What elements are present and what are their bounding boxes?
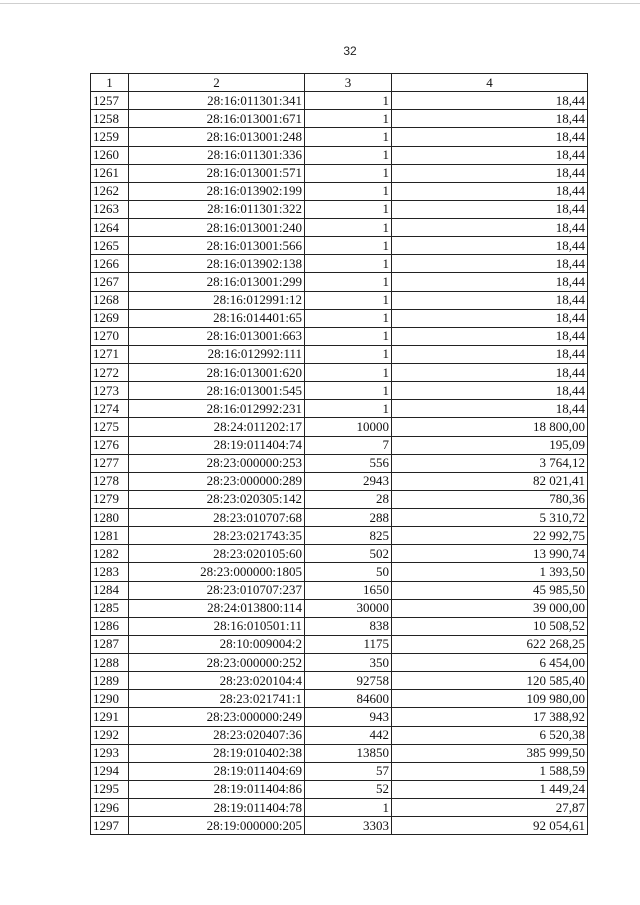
quantity-cell: 3303 (305, 817, 392, 835)
table-row (91, 799, 588, 817)
row-number-cell: 1258 (91, 110, 129, 128)
quantity-cell: 943 (305, 708, 392, 726)
column-header-3: 3 (305, 74, 392, 92)
cadastral-number-cell: 28:16:013001:620 (129, 364, 305, 382)
cadastral-number-cell: 28:10:009004:2 (129, 635, 305, 653)
cadastral-number-cell: 28:23:000000:289 (129, 472, 305, 490)
quantity-cell: 825 (305, 527, 392, 545)
cadastral-number-cell: 28:23:020105:60 (129, 545, 305, 563)
cadastral-number-cell: 28:16:012991:12 (129, 291, 305, 309)
amount-cell: 18,44 (392, 364, 588, 382)
cadastral-number-cell: 28:19:011404:69 (129, 762, 305, 780)
amount-cell: 18,44 (392, 255, 588, 273)
cadastral-number-cell: 28:24:013800:114 (129, 599, 305, 617)
row-number-cell: 1277 (91, 454, 129, 472)
row-number-cell: 1259 (91, 128, 129, 146)
quantity-cell: 1 (305, 164, 392, 182)
cadastral-number-cell: 28:16:013001:663 (129, 327, 305, 345)
amount-cell: 18,44 (392, 400, 588, 418)
table-row (91, 744, 588, 762)
table-row (91, 291, 588, 309)
table-row (91, 472, 588, 490)
amount-cell: 622 268,25 (392, 635, 588, 653)
row-number-cell: 1273 (91, 382, 129, 400)
quantity-cell: 1650 (305, 581, 392, 599)
table-row (91, 400, 588, 418)
quantity-cell: 1175 (305, 635, 392, 653)
quantity-cell: 28 (305, 490, 392, 508)
cadastral-number-cell: 28:23:010707:237 (129, 581, 305, 599)
row-number-cell: 1278 (91, 472, 129, 490)
amount-cell: 92 054,61 (392, 817, 588, 835)
table-row (91, 635, 588, 653)
quantity-cell: 1 (305, 219, 392, 237)
table-row (91, 581, 588, 599)
quantity-cell: 1 (305, 255, 392, 273)
cadastral-number-cell: 28:16:010501:11 (129, 617, 305, 635)
table-row (91, 237, 588, 255)
row-number-cell: 1275 (91, 418, 129, 436)
quantity-cell: 84600 (305, 690, 392, 708)
cadastral-number-cell: 28:16:013001:240 (129, 219, 305, 237)
amount-cell: 18,44 (392, 164, 588, 182)
quantity-cell: 1 (305, 309, 392, 327)
table-row (91, 708, 588, 726)
table-row (91, 128, 588, 146)
table-row (91, 255, 588, 273)
quantity-cell: 50 (305, 563, 392, 581)
quantity-cell: 30000 (305, 599, 392, 617)
amount-cell: 1 393,50 (392, 563, 588, 581)
row-number-cell: 1268 (91, 291, 129, 309)
amount-cell: 109 980,00 (392, 690, 588, 708)
quantity-cell: 1 (305, 382, 392, 400)
row-number-cell: 1271 (91, 345, 129, 363)
quantity-cell: 13850 (305, 744, 392, 762)
row-number-cell: 1283 (91, 563, 129, 581)
table-row (91, 327, 588, 345)
table-row (91, 345, 588, 363)
amount-cell: 27,87 (392, 799, 588, 817)
quantity-cell: 1 (305, 345, 392, 363)
quantity-cell: 1 (305, 364, 392, 382)
amount-cell: 18,44 (392, 92, 588, 110)
quantity-cell: 350 (305, 654, 392, 672)
amount-cell: 22 992,75 (392, 527, 588, 545)
table-row (91, 563, 588, 581)
column-header-2: 2 (129, 74, 305, 92)
cadastral-number-cell: 28:24:011202:17 (129, 418, 305, 436)
cadastral-number-cell: 28:16:012992:111 (129, 345, 305, 363)
table-row (91, 509, 588, 527)
quantity-cell: 1 (305, 128, 392, 146)
quantity-cell: 57 (305, 762, 392, 780)
quantity-cell: 2943 (305, 472, 392, 490)
amount-cell: 120 585,40 (392, 672, 588, 690)
quantity-cell: 1 (305, 92, 392, 110)
cadastral-number-cell: 28:16:013001:299 (129, 273, 305, 291)
table-row (91, 817, 588, 835)
amount-cell: 18,44 (392, 382, 588, 400)
table-row (91, 92, 588, 110)
cadastral-number-cell: 28:23:000000:249 (129, 708, 305, 726)
amount-cell: 18,44 (392, 110, 588, 128)
registry-table (90, 73, 588, 835)
row-number-cell: 1265 (91, 237, 129, 255)
cadastral-number-cell: 28:19:011404:74 (129, 436, 305, 454)
table-row (91, 182, 588, 200)
cadastral-number-cell: 28:16:013001:545 (129, 382, 305, 400)
row-number-cell: 1276 (91, 436, 129, 454)
amount-cell: 18,44 (392, 200, 588, 218)
table-row (91, 545, 588, 563)
cadastral-number-cell: 28:16:013001:571 (129, 164, 305, 182)
amount-cell: 18,44 (392, 219, 588, 237)
amount-cell: 18,44 (392, 309, 588, 327)
amount-cell: 39 000,00 (392, 599, 588, 617)
row-number-cell: 1274 (91, 400, 129, 418)
table-row (91, 219, 588, 237)
table-row (91, 490, 588, 508)
row-number-cell: 1295 (91, 780, 129, 798)
row-number-cell: 1262 (91, 182, 129, 200)
table-row (91, 780, 588, 798)
table-row (91, 690, 588, 708)
row-number-cell: 1260 (91, 146, 129, 164)
row-number-cell: 1267 (91, 273, 129, 291)
row-number-cell: 1281 (91, 527, 129, 545)
cadastral-number-cell: 28:16:011301:336 (129, 146, 305, 164)
table-row (91, 599, 588, 617)
cadastral-number-cell: 28:23:000000:253 (129, 454, 305, 472)
amount-cell: 5 310,72 (392, 509, 588, 527)
quantity-cell: 1 (305, 146, 392, 164)
row-number-cell: 1272 (91, 364, 129, 382)
amount-cell: 18,44 (392, 327, 588, 345)
amount-cell: 18,44 (392, 291, 588, 309)
cadastral-number-cell: 28:23:000000:252 (129, 654, 305, 672)
row-number-cell: 1289 (91, 672, 129, 690)
table-row (91, 164, 588, 182)
cadastral-number-cell: 28:23:020305:142 (129, 490, 305, 508)
amount-cell: 18,44 (392, 273, 588, 291)
amount-cell: 18,44 (392, 128, 588, 146)
amount-cell: 13 990,74 (392, 545, 588, 563)
cadastral-number-cell: 28:16:014401:65 (129, 309, 305, 327)
table-row (91, 200, 588, 218)
table-row (91, 726, 588, 744)
table-row (91, 418, 588, 436)
cadastral-number-cell: 28:19:011404:78 (129, 799, 305, 817)
row-number-cell: 1282 (91, 545, 129, 563)
table-body (91, 92, 588, 835)
table-row (91, 364, 588, 382)
cadastral-number-cell: 28:16:013902:199 (129, 182, 305, 200)
cadastral-number-cell: 28:23:020104:4 (129, 672, 305, 690)
amount-cell: 18,44 (392, 182, 588, 200)
row-number-cell: 1261 (91, 164, 129, 182)
row-number-cell: 1287 (91, 635, 129, 653)
row-number-cell: 1280 (91, 509, 129, 527)
quantity-cell: 1 (305, 291, 392, 309)
cadastral-number-cell: 28:16:013001:671 (129, 110, 305, 128)
row-number-cell: 1286 (91, 617, 129, 635)
row-number-cell: 1263 (91, 200, 129, 218)
table-row (91, 617, 588, 635)
row-number-cell: 1290 (91, 690, 129, 708)
cadastral-number-cell: 28:16:013001:248 (129, 128, 305, 146)
cadastral-number-cell: 28:19:011404:86 (129, 780, 305, 798)
row-number-cell: 1264 (91, 219, 129, 237)
cadastral-number-cell: 28:23:021743:35 (129, 527, 305, 545)
amount-cell: 780,36 (392, 490, 588, 508)
cadastral-number-cell: 28:16:013001:566 (129, 237, 305, 255)
row-number-cell: 1294 (91, 762, 129, 780)
table-row (91, 672, 588, 690)
quantity-cell: 502 (305, 545, 392, 563)
cadastral-number-cell: 28:23:000000:1805 (129, 563, 305, 581)
amount-cell: 18,44 (392, 345, 588, 363)
table-header-row (91, 74, 588, 92)
cadastral-number-cell: 28:23:010707:68 (129, 509, 305, 527)
quantity-cell: 1 (305, 200, 392, 218)
row-number-cell: 1292 (91, 726, 129, 744)
amount-cell: 6 454,00 (392, 654, 588, 672)
table-row (91, 454, 588, 472)
row-number-cell: 1285 (91, 599, 129, 617)
quantity-cell: 1 (305, 237, 392, 255)
quantity-cell: 288 (305, 509, 392, 527)
table-row (91, 436, 588, 454)
quantity-cell: 1 (305, 799, 392, 817)
amount-cell: 10 508,52 (392, 617, 588, 635)
table-row (91, 309, 588, 327)
row-number-cell: 1270 (91, 327, 129, 345)
amount-cell: 17 388,92 (392, 708, 588, 726)
amount-cell: 18,44 (392, 237, 588, 255)
cadastral-number-cell: 28:16:011301:341 (129, 92, 305, 110)
amount-cell: 6 520,38 (392, 726, 588, 744)
quantity-cell: 10000 (305, 418, 392, 436)
amount-cell: 385 999,50 (392, 744, 588, 762)
amount-cell: 82 021,41 (392, 472, 588, 490)
row-number-cell: 1257 (91, 92, 129, 110)
amount-cell: 18,44 (392, 146, 588, 164)
cadastral-number-cell: 28:16:011301:322 (129, 200, 305, 218)
table-row (91, 654, 588, 672)
amount-cell: 195,09 (392, 436, 588, 454)
quantity-cell: 1 (305, 400, 392, 418)
column-header-4: 4 (392, 74, 588, 92)
table-row (91, 110, 588, 128)
page-number: 32 (343, 44, 357, 58)
table-row (91, 382, 588, 400)
cadastral-number-cell: 28:19:000000:205 (129, 817, 305, 835)
amount-cell: 18 800,00 (392, 418, 588, 436)
quantity-cell: 556 (305, 454, 392, 472)
row-number-cell: 1279 (91, 490, 129, 508)
table-row (91, 146, 588, 164)
row-number-cell: 1288 (91, 654, 129, 672)
table-row (91, 762, 588, 780)
quantity-cell: 7 (305, 436, 392, 454)
cadastral-number-cell: 28:23:021741:1 (129, 690, 305, 708)
row-number-cell: 1291 (91, 708, 129, 726)
column-header-1: 1 (91, 74, 129, 92)
row-number-cell: 1293 (91, 744, 129, 762)
amount-cell: 3 764,12 (392, 454, 588, 472)
table-row (91, 527, 588, 545)
row-number-cell: 1269 (91, 309, 129, 327)
row-number-cell: 1266 (91, 255, 129, 273)
quantity-cell: 442 (305, 726, 392, 744)
amount-cell: 45 985,50 (392, 581, 588, 599)
cadastral-number-cell: 28:23:020407:36 (129, 726, 305, 744)
quantity-cell: 92758 (305, 672, 392, 690)
quantity-cell: 838 (305, 617, 392, 635)
amount-cell: 1 449,24 (392, 780, 588, 798)
quantity-cell: 1 (305, 182, 392, 200)
amount-cell: 1 588,59 (392, 762, 588, 780)
quantity-cell: 1 (305, 110, 392, 128)
quantity-cell: 1 (305, 327, 392, 345)
row-number-cell: 1297 (91, 817, 129, 835)
cadastral-number-cell: 28:16:013902:138 (129, 255, 305, 273)
row-number-cell: 1284 (91, 581, 129, 599)
row-number-cell: 1296 (91, 799, 129, 817)
table-row (91, 273, 588, 291)
cadastral-number-cell: 28:16:012992:231 (129, 400, 305, 418)
page-edge-line (0, 3, 640, 4)
quantity-cell: 52 (305, 780, 392, 798)
quantity-cell: 1 (305, 273, 392, 291)
cadastral-number-cell: 28:19:010402:38 (129, 744, 305, 762)
